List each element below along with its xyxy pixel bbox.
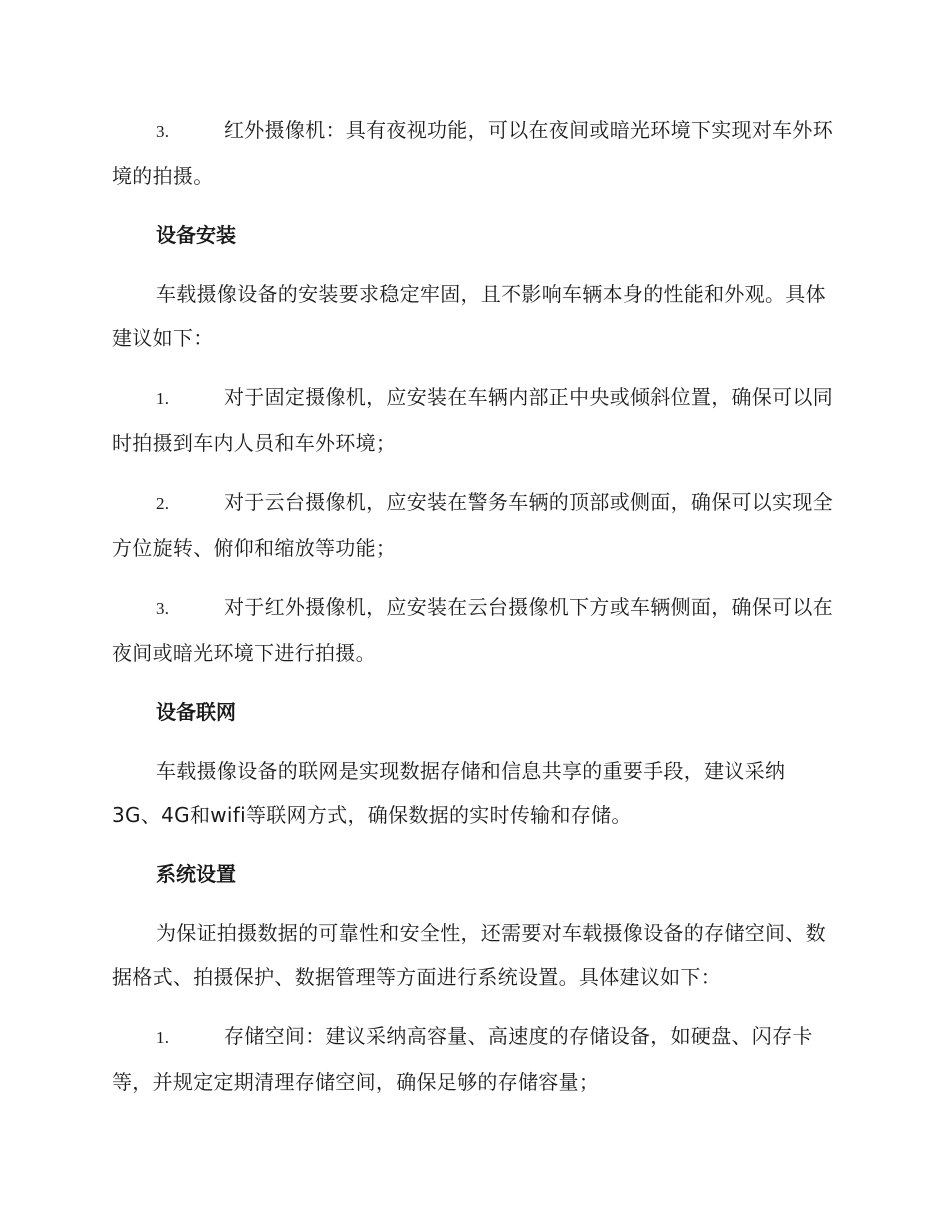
list-item — [112, 1014, 834, 1104]
paragraph: 车载摄像设备的联网是实现数据存储和信息共享的重要手段，建议采纳3G、4G和wifi等联网方式，确保数据的实时传输和存储。 — [112, 759, 786, 827]
list-item-text: 对于云台摄像机，应安装在警务车辆的顶部或侧面，确保可以实现全方位旋转、俯仰和缩放等功能； — [112, 490, 833, 560]
paragraph: 为保证拍摄数据的可靠性和安全性，还需要对车载摄像设备的存储空间、数据格式、拍摄保护、数据管理等方面进行系统设置。具体建议如下： — [112, 921, 826, 989]
list-item-text: 对于红外摄像机，应安装在云台摄像机下方或车辆侧面，确保可以在夜间或暗光环境下进行拍摄。 — [112, 595, 833, 665]
list-item-text: 存储空间：建议采纳高容量、高速度的存储设备，如硬盘、闪存卡等，并规定定期清理存储空间，确保足够的存储容量； — [112, 1024, 813, 1094]
list-item-text: 对于固定摄像机，应安装在车辆内部正中央或倾斜位置，确保可以同时拍摄到车内人员和车外环境； — [112, 385, 833, 455]
section-heading-device-networking: 设备联网 — [156, 700, 236, 724]
list-item — [112, 375, 834, 465]
list-item-number: 2. — [156, 494, 170, 513]
list-item — [112, 480, 834, 570]
list-item — [112, 108, 834, 198]
paragraph: 车载摄像设备的安装要求稳定牢固，且不影响车辆本身的性能和外观。具体建议如下： — [112, 282, 826, 350]
section-heading-device-installation: 设备安装 — [156, 223, 236, 247]
list-item-number: 1. — [156, 389, 170, 408]
list-item-number: 1. — [156, 1028, 170, 1047]
list-item — [112, 585, 834, 675]
list-item-number: 3. — [156, 122, 170, 141]
document-page — [112, 108, 834, 1104]
section-heading-system-settings: 系统设置 — [156, 862, 236, 886]
list-item-text: 红外摄像机：具有夜视功能，可以在夜间或暗光环境下实现对车外环境的拍摄。 — [112, 118, 833, 188]
list-item-number: 3. — [156, 599, 170, 618]
